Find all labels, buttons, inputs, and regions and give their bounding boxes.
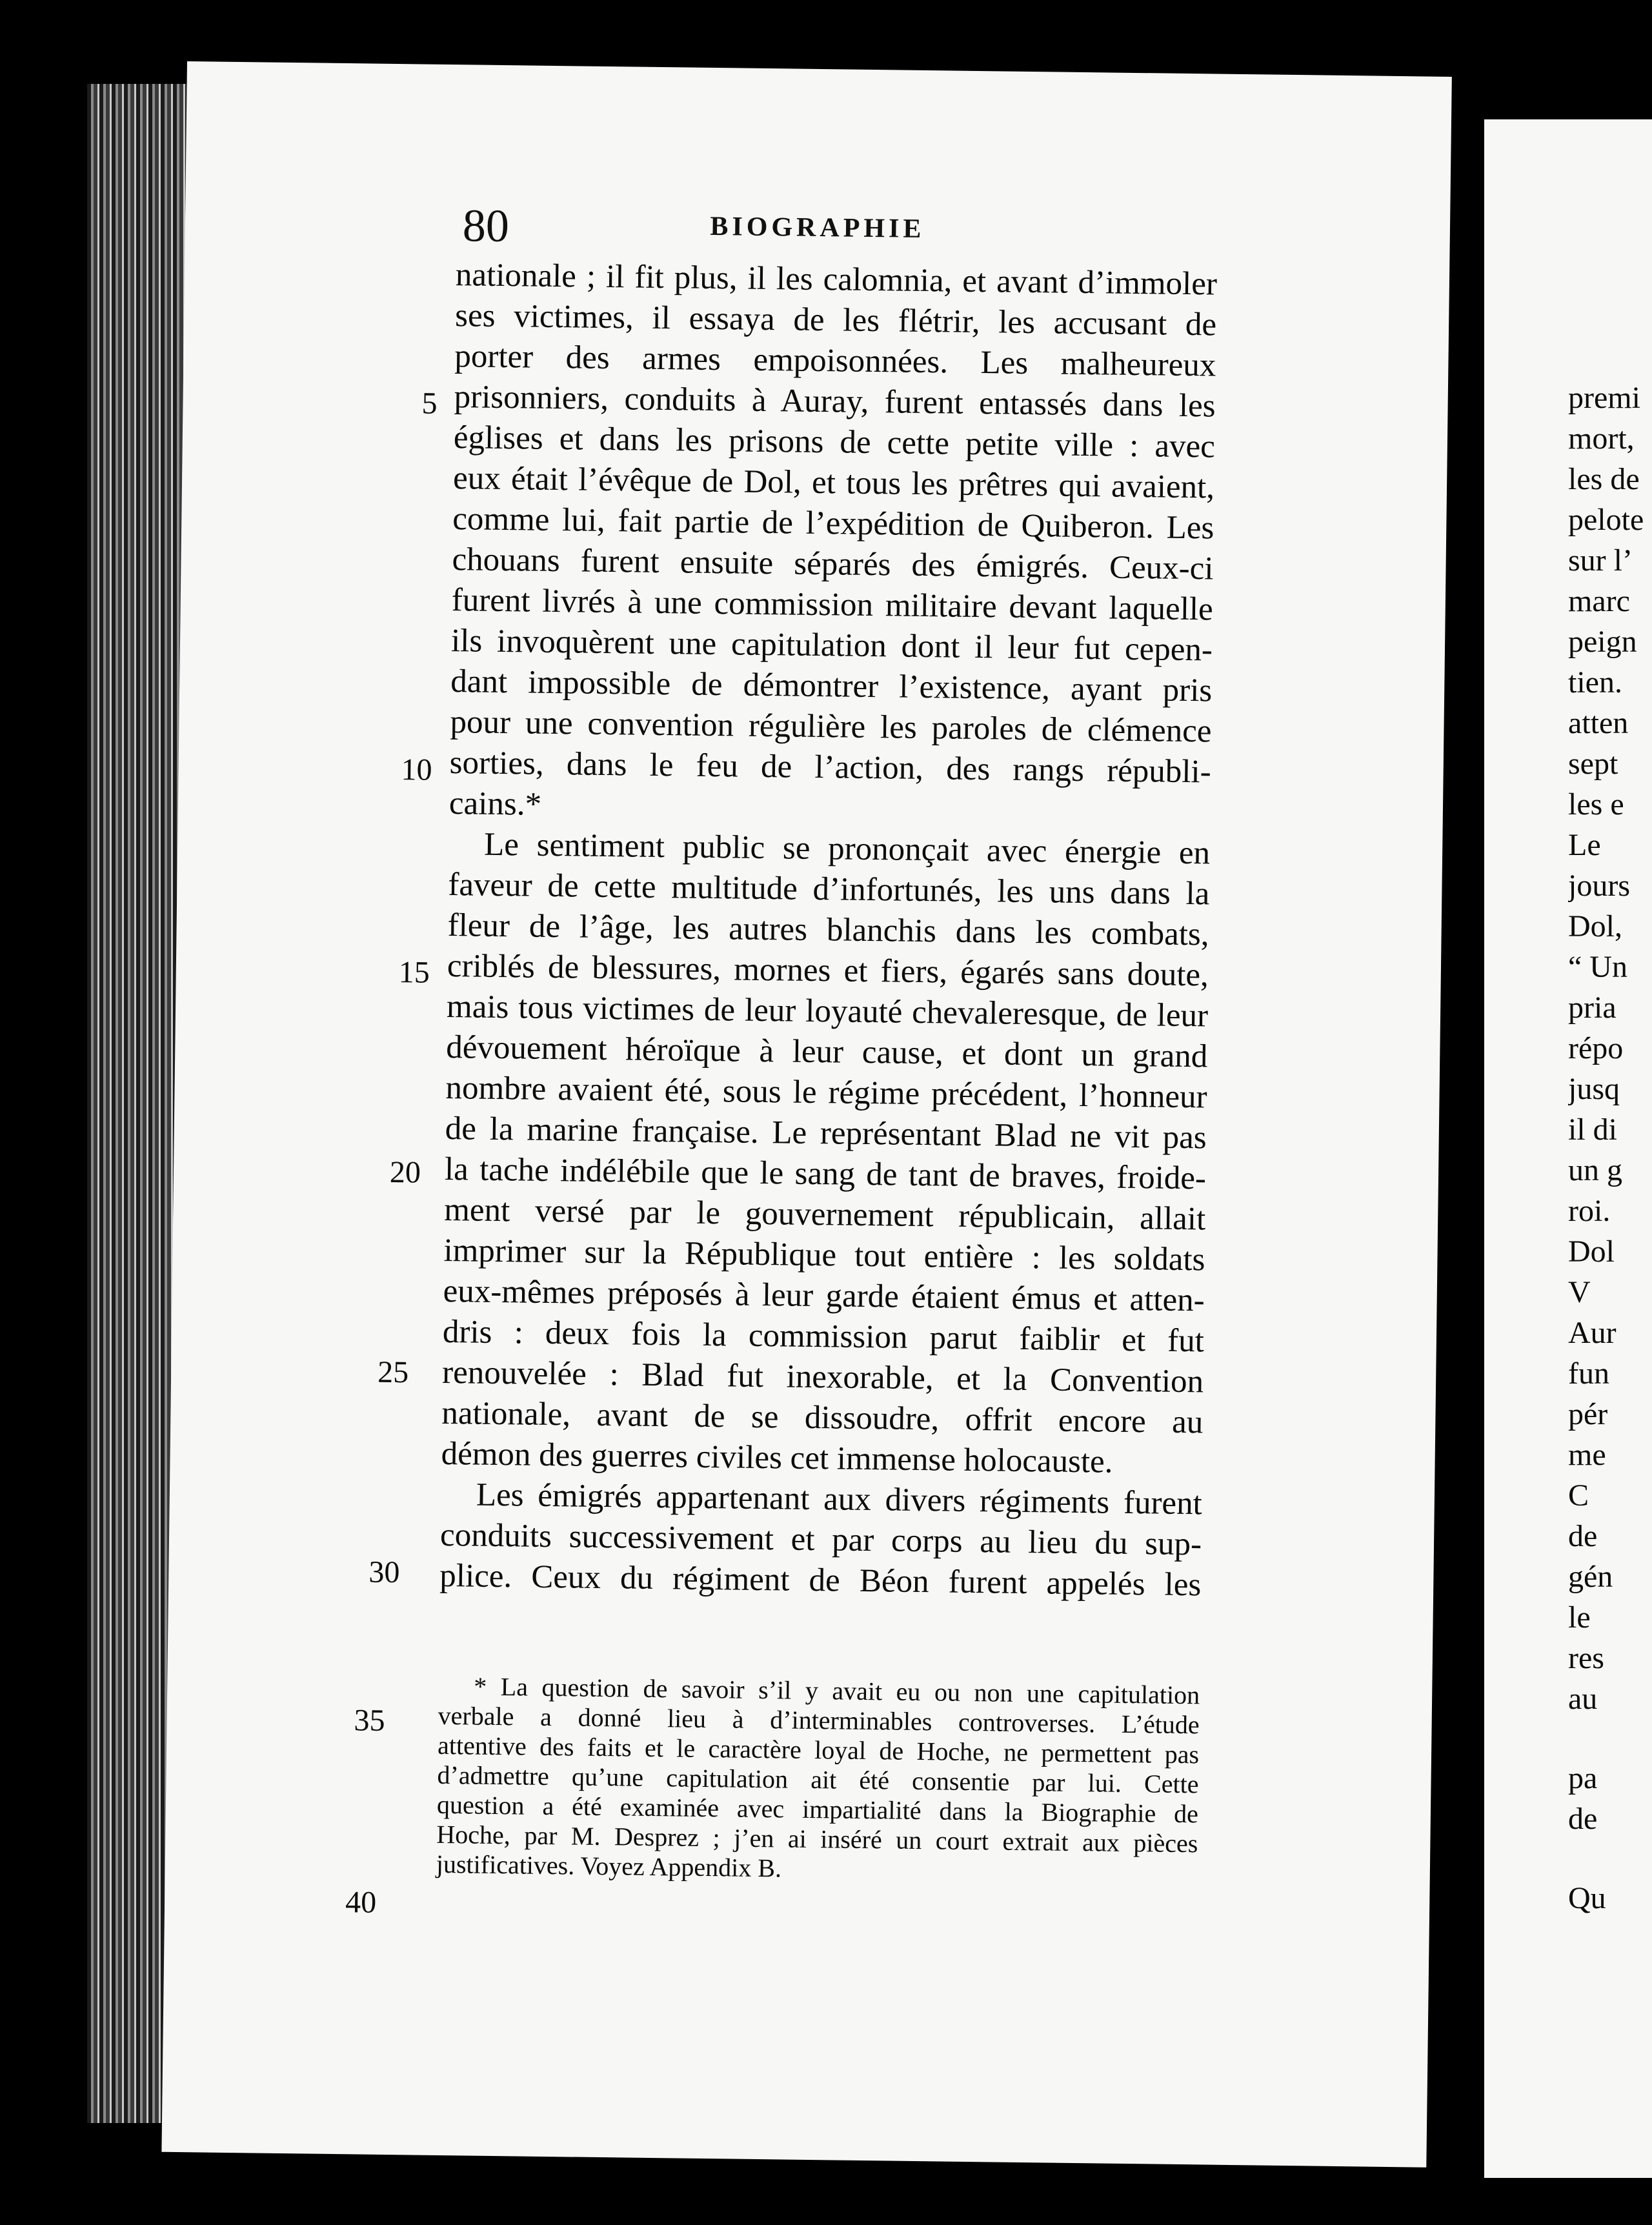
facing-line: “ Un — [1568, 950, 1627, 984]
text-line: ment versé par le gouvernement républicain, allait — [443, 1192, 1206, 1238]
text-line: nombre avaient été, sous le régime précédent, l’honneur — [445, 1070, 1207, 1116]
footnote — [436, 1671, 1200, 1888]
facing-line: C — [1568, 1478, 1589, 1513]
text-line: dris : deux fois la commission parut faiblir et fut — [442, 1313, 1205, 1360]
text-line: fleur de l’âge, les autres blanchis dans les combats, — [447, 907, 1209, 953]
facing-line: sur l’ — [1568, 543, 1633, 578]
text-line: cains.* — [448, 785, 542, 823]
facing-line: de — [1568, 1519, 1598, 1553]
text-line: pour une convention régulière les paroles de clémence — [450, 704, 1212, 750]
text-line: plice. Ceux du régiment de Béon furent appelés les — [439, 1557, 1202, 1604]
text-line: eux était l’évêque de Dol, et tous les prêtres qui avaient, — [452, 460, 1215, 506]
text-line: nationale, avant de se dissoudre, offrit encore au — [441, 1394, 1204, 1441]
text-line: ils invoquèrent une capitulation dont il leur fut cepen- — [450, 623, 1213, 669]
facing-page-text — [1568, 378, 1652, 1918]
running-head: BIOGRAPHIE — [710, 211, 925, 244]
text-line: de la marine française. Le représentant Blad ne vit pas — [445, 1111, 1207, 1156]
facing-line: pria — [1568, 991, 1617, 1025]
facing-line: Qu — [1568, 1881, 1606, 1915]
footnote-line: Hoche, par M. Desprez ; j’en ai inséré un court extrait aux pièces — [436, 1819, 1198, 1858]
facing-line: Le — [1568, 828, 1601, 862]
footnote-line: * La question de savoir s’il y avait eu ou non une capitulation — [473, 1671, 1200, 1710]
footnote-line: d’admettre qu’une capitulation ait été consentie par lui. Cette — [437, 1760, 1199, 1799]
facing-line: peign — [1568, 625, 1637, 659]
text-line: comme lui, fait partie de l’expédition de Quiberon. Les — [452, 501, 1214, 547]
text-line: mais tous victimes de leur loyauté chevaleresque, de leur — [446, 989, 1209, 1034]
line-number: 10 — [401, 752, 432, 787]
text-line: prisonniers, conduits à Auray, furent entassés dans les — [454, 379, 1216, 425]
line-number: 35 — [354, 1703, 385, 1738]
line-number: 15 — [398, 955, 430, 990]
text-line: criblés de blessures, mornes et fiers, égarés sans doute, — [447, 948, 1209, 994]
line-number: 20 — [389, 1154, 421, 1190]
text-line: chouans furent ensuite séparés des émigrés. Ceux-ci — [452, 541, 1214, 587]
facing-line: res — [1568, 1641, 1604, 1675]
text-line: dant impossible de démontrer l’existence, ayant pris — [450, 663, 1213, 709]
facing-line: jusq — [1568, 1072, 1620, 1106]
facing-line: fun — [1568, 1356, 1609, 1391]
text-line: renouvelée : Blad fut inexorable, et la Convention — [441, 1354, 1204, 1400]
facing-line: un g — [1568, 1153, 1622, 1187]
facing-line: pelote — [1568, 503, 1644, 537]
text-line: dévouement héroïque à leur cause, et dont un grand — [446, 1029, 1208, 1075]
text-line: conduits successivement et par corps au lieu du sup- — [439, 1516, 1202, 1563]
text-line: Les émigrés appartenant aux divers régiments furent — [476, 1476, 1203, 1522]
facing-line: le — [1568, 1600, 1591, 1635]
facing-gap — [1568, 1719, 1652, 1758]
facing-line: pa — [1568, 1761, 1598, 1795]
facing-line: Dol, — [1568, 909, 1622, 943]
facing-line: me — [1568, 1438, 1606, 1472]
footnote-line: justificatives. Voyez Appendix B. — [436, 1849, 782, 1883]
facing-line: mort, — [1568, 421, 1635, 456]
line-number: 30 — [368, 1555, 400, 1590]
text-line: imprimer sur la République tout entière : les soldats — [443, 1232, 1205, 1278]
facing-line: les e — [1568, 787, 1624, 821]
facing-line: les de — [1568, 462, 1640, 496]
page-number: 80 — [462, 199, 510, 252]
footnote-line: verbale a donné lieu à d’interminables controverses. L’étude — [438, 1700, 1200, 1740]
facing-line: sept — [1568, 747, 1618, 781]
facing-line: jours — [1568, 869, 1630, 903]
text-line: églises et dans les prisons de cette petite ville : avec — [453, 419, 1216, 465]
text-line: la tache indélébile que le sang de tant de braves, froide- — [444, 1151, 1207, 1197]
text-line: sorties, dans le feu de l’action, des rangs républi- — [449, 745, 1212, 790]
facing-line: premi — [1568, 381, 1640, 415]
facing-line: tien. — [1568, 665, 1622, 700]
facing-gap — [1568, 1839, 1652, 1878]
text-line: furent livrés à une commission militaire devant laquelle — [451, 582, 1214, 628]
line-number: 5 — [421, 386, 438, 421]
text-line: eux-mêmes préposés à leur garde étaient émus et atten- — [443, 1273, 1205, 1319]
facing-line: au — [1568, 1682, 1598, 1716]
footnote-line: attentive des faits et le caractère loyal de Hoche, ne permettent pas — [437, 1730, 1200, 1769]
facing-line: atten — [1568, 706, 1629, 740]
body-text — [439, 255, 1217, 1606]
left-page — [161, 61, 1451, 2168]
text-line: nationale ; il fit plus, il les calomnia, et avant d’immoler — [455, 257, 1218, 303]
line-number: 40 — [345, 1885, 377, 1920]
facing-line: de — [1568, 1802, 1598, 1836]
line-number: 25 — [377, 1354, 409, 1390]
facing-line: roi. — [1568, 1194, 1611, 1228]
text-line: porter des armes empoisonnées. Les malheureux — [454, 338, 1216, 384]
facing-line: marc — [1568, 584, 1630, 618]
facing-line: V — [1568, 1275, 1591, 1309]
facing-line: il di — [1568, 1112, 1618, 1147]
facing-line: pér — [1568, 1397, 1608, 1431]
footnote-line: question a été examinée avec impartialité dans la Biographie de — [436, 1789, 1199, 1829]
facing-line: gén — [1568, 1560, 1613, 1594]
text-line: ses victimes, il essaya de les flétrir, les accusant de — [454, 297, 1217, 343]
facing-line: Aur — [1568, 1316, 1617, 1350]
text-line: faveur de cette multitude d’infortunés, les uns dans la — [448, 867, 1210, 912]
text-line: Le sentiment public se prononçait avec énergie en — [483, 826, 1211, 872]
facing-line: répo — [1568, 1031, 1624, 1065]
text-line: démon des guerres civiles cet immense holocauste. — [441, 1435, 1113, 1480]
facing-line: Dol — [1568, 1234, 1615, 1269]
